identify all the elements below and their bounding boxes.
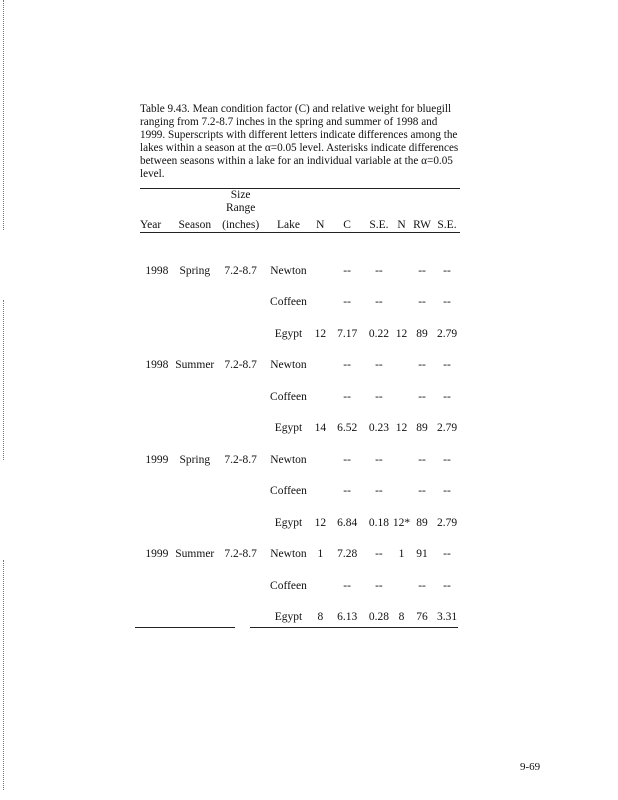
cell-n1 [311,233,329,281]
cell-n2 [393,233,410,281]
cell-lake: Newton [270,264,307,277]
header-size-line1: Size [216,189,266,203]
cell-size [216,407,266,439]
cell-season: Spring [179,453,211,466]
cell-se2: -- [443,579,451,592]
cell-n1: 8 [317,611,324,623]
cell-lake: Coffeen [270,296,307,308]
header-se: S.E. [365,215,393,233]
header-c: C [329,215,365,233]
cell-size: 7.2-8.7 [224,453,257,466]
cell-se2: 3.31 [436,611,458,623]
cell-c: 6.84 [337,516,358,529]
cell-se2: -- [443,485,451,497]
cell-n1 [311,375,329,407]
table-row [140,564,460,596]
bottom-rule-left [135,627,235,628]
cell-rw: -- [418,359,426,371]
table-row [140,344,460,376]
cell-year [140,312,174,344]
cell-season [174,564,216,596]
cell-se1: -- [375,390,383,403]
cell-n1: 12 [314,516,327,529]
table-row [140,281,460,313]
cell-n1 [311,281,329,313]
table-row [140,596,460,628]
cell-season [174,281,216,313]
cell-lake: Egypt [274,327,303,340]
table-row [140,407,460,439]
cell-lake: Coffeen [270,390,307,403]
scan-margin-mark [3,560,6,790]
table-row [140,470,460,502]
scan-margin-mark [3,0,6,230]
cell-n2: 12* [392,516,411,529]
header-n: N [311,215,329,233]
header-season: Season [174,215,216,233]
header-row [140,215,460,233]
header-size-line3: (inches) [216,215,266,233]
cell-season: Spring [179,264,211,277]
cell-season [174,596,216,628]
cell-season [174,312,216,344]
cell-c: 7.28 [337,548,358,560]
header-row-top [140,189,460,203]
table-row [140,312,460,344]
cell-se1: 0.28 [368,611,389,623]
cell-se2: -- [443,296,451,308]
bottom-rule-right [250,627,458,628]
cell-rw: -- [418,579,426,592]
cell-lake: Coffeen [270,579,307,592]
header-year: Year [140,215,174,233]
table-row [140,375,460,407]
cell-c: -- [343,453,351,466]
cell-rw: 76 [416,611,428,623]
cell-year [140,375,174,407]
header-rw: RW [410,215,434,233]
header-size-line2: Range [225,202,256,214]
cell-year [140,407,174,439]
cell-se1: 0.22 [368,327,389,340]
cell-se1: -- [375,548,383,560]
cell-n2 [393,438,410,470]
cell-c: -- [343,264,351,277]
cell-rw: 89 [416,516,428,529]
cell-rw: -- [418,264,426,277]
cell-rw: -- [418,390,426,403]
data-table [140,188,460,627]
table-caption: Table 9.43. Mean condition factor (C) and relative weight for bluegill ranging from 7.2-8.7 inches in the spring and summer of 1998 and 1999. Superscripts with different letters indicate differences among the lakes within a season at the α=0.05 level. Asterisks indicate differences between seasons within a lake for an individual variable at the α=0.05 level. [140,103,459,180]
cell-rw: -- [418,296,426,308]
cell-size [216,596,266,628]
cell-c: 6.13 [337,611,358,623]
cell-year [140,596,174,628]
cell-lake: Egypt [274,516,303,529]
cell-se2: 2.79 [436,516,458,529]
cell-lake: Newton [270,548,307,560]
cell-se2: -- [443,548,451,560]
cell-season [174,407,216,439]
cell-c: -- [343,485,351,497]
cell-se1: 0.18 [368,516,389,529]
cell-year: 1999 [145,453,169,466]
cell-year [140,564,174,596]
cell-se2: 2.79 [436,327,458,340]
cell-lake: Coffeen [270,485,307,497]
cell-se2: -- [443,390,451,403]
cell-n2 [393,375,410,407]
cell-rw: 89 [416,422,428,434]
table-row [140,438,460,470]
cell-n2: 12 [395,327,408,340]
cell-n2 [393,470,410,502]
header-n-rw: N [393,215,410,233]
cell-se2: -- [443,264,451,277]
cell-se1: 0.23 [368,422,389,434]
cell-rw: 89 [416,327,428,340]
cell-se1: -- [375,453,383,466]
cell-c: -- [343,296,351,308]
cell-se2: -- [443,359,451,371]
cell-n1 [311,564,329,596]
cell-size: 7.2-8.7 [224,359,257,371]
header-se-rw: S.E. [434,215,460,233]
cell-season [174,501,216,533]
cell-lake: Newton [270,359,307,371]
cell-size: 7.2-8.7 [224,264,257,277]
cell-n1: 14 [314,422,327,434]
cell-lake: Newton [270,453,307,466]
cell-c: 7.17 [337,327,358,340]
scan-margin-mark [3,300,6,460]
cell-n1 [311,438,329,470]
cell-year: 1998 [145,264,169,277]
cell-season [174,470,216,502]
cell-n2: 8 [398,611,405,623]
cell-c: -- [343,579,351,592]
cell-n1 [311,344,329,376]
cell-size [216,501,266,533]
cell-year: 1999 [145,548,169,560]
header-lake: Lake [266,215,312,233]
cell-size [216,375,266,407]
cell-se2: 2.79 [436,422,458,434]
cell-n2 [393,564,410,596]
cell-n1 [311,470,329,502]
cell-year [140,470,174,502]
cell-c: -- [343,390,351,403]
cell-rw: -- [418,453,426,466]
cell-se1: -- [375,296,383,308]
cell-size [216,470,266,502]
cell-n2: 1 [398,548,405,560]
cell-n1: 12 [314,327,327,340]
cell-size [216,312,266,344]
cell-rw: 91 [416,548,428,560]
cell-c: -- [343,359,351,371]
table-row [140,233,460,281]
cell-year [140,281,174,313]
table-row [140,501,460,533]
cell-rw: -- [418,485,426,497]
cell-size [216,564,266,596]
cell-year [140,501,174,533]
cell-size: 7.2-8.7 [224,548,257,560]
table-row [140,533,460,565]
page-number: 9-69 [520,761,541,773]
cell-n2 [393,344,410,376]
cell-c: 6.52 [337,422,358,434]
cell-lake: Egypt [274,422,303,434]
table-body [140,233,460,628]
cell-se2: -- [443,453,451,466]
cell-season [174,375,216,407]
cell-se1: -- [375,485,383,497]
cell-n1: 1 [317,548,324,560]
cell-lake: Egypt [274,611,303,623]
cell-se1: -- [375,359,383,371]
header-row-middle [140,202,460,215]
cell-season: Summer [175,359,215,371]
cell-se1: -- [375,579,383,592]
cell-se1: -- [375,264,383,277]
cell-n2: 12 [395,422,408,434]
cell-season: Summer [175,548,215,560]
cell-year: 1998 [145,359,169,371]
cell-n2 [393,281,410,313]
cell-size [216,281,266,313]
